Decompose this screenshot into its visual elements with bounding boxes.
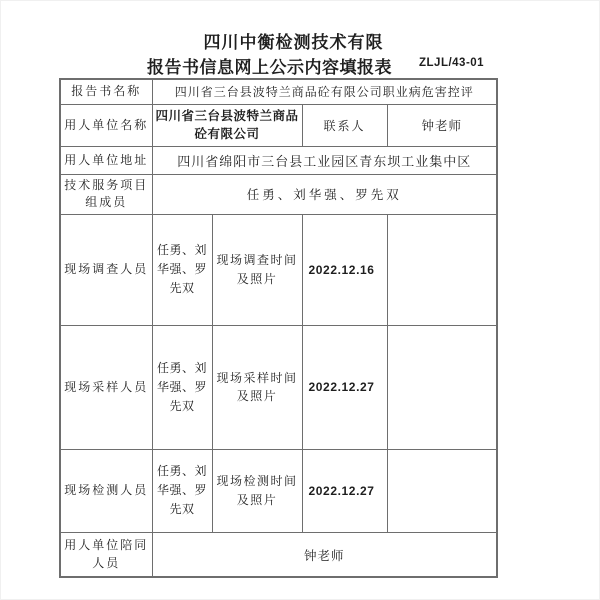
testing-members: 任勇、刘华强、罗先双 [152, 449, 212, 532]
survey-time-label: 现场调查时间及照片 [212, 214, 302, 325]
row-survey [60, 214, 497, 325]
row-escort [60, 532, 497, 577]
row-employer-name [60, 104, 497, 147]
survey-date: 2022.12.16 [302, 214, 387, 325]
testing-label: 现场检测人员 [60, 449, 152, 532]
survey-members: 任勇、刘华强、罗先双 [152, 214, 212, 325]
sampling-members: 任勇、刘华强、罗先双 [152, 325, 212, 449]
report-name-label: 报告书名称 [60, 79, 152, 104]
service-team-value: 任勇、刘华强、罗先双 [152, 175, 497, 215]
sampling-label: 现场采样人员 [60, 325, 152, 449]
row-testing [60, 449, 497, 532]
escort-value: 钟老师 [152, 532, 497, 577]
contact-label: 联系人 [302, 104, 387, 147]
sampling-time-label: 现场采样时间及照片 [212, 325, 302, 449]
contact-value: 钟老师 [387, 104, 497, 147]
sampling-photo-cell [387, 325, 497, 449]
row-employer-address [60, 147, 497, 175]
document-title-line1: 四川中衡检测技术有限 [203, 33, 384, 52]
report-info-table [59, 78, 498, 578]
employer-address-value: 四川省绵阳市三台县工业园区青东坝工业集中区 [152, 147, 497, 175]
escort-label: 用人单位陪同人员 [60, 532, 152, 577]
testing-date: 2022.12.27 [302, 449, 387, 532]
testing-time-label: 现场检测时间及照片 [212, 449, 302, 532]
report-name-value: 四川省三台县波特兰商品砼有限公司职业病危害控评 [152, 79, 497, 104]
employer-address-label: 用人单位地址 [60, 147, 152, 175]
testing-photo-cell [387, 449, 497, 532]
row-service-team [60, 175, 497, 215]
employer-name-label: 用人单位名称 [60, 104, 152, 147]
survey-photo-cell [387, 214, 497, 325]
document-title-line2: 报告书信息网上公示内容填报表 [147, 58, 392, 77]
service-team-label: 技术服务项目组成员 [60, 175, 152, 215]
sampling-date: 2022.12.27 [302, 325, 387, 449]
row-sampling [60, 325, 497, 449]
survey-label: 现场调查人员 [60, 214, 152, 325]
employer-name-value: 四川省三台县波特兰商品砼有限公司 [152, 104, 302, 147]
row-report-name [60, 79, 497, 104]
document-code: ZLJL/43-01 [419, 57, 485, 69]
